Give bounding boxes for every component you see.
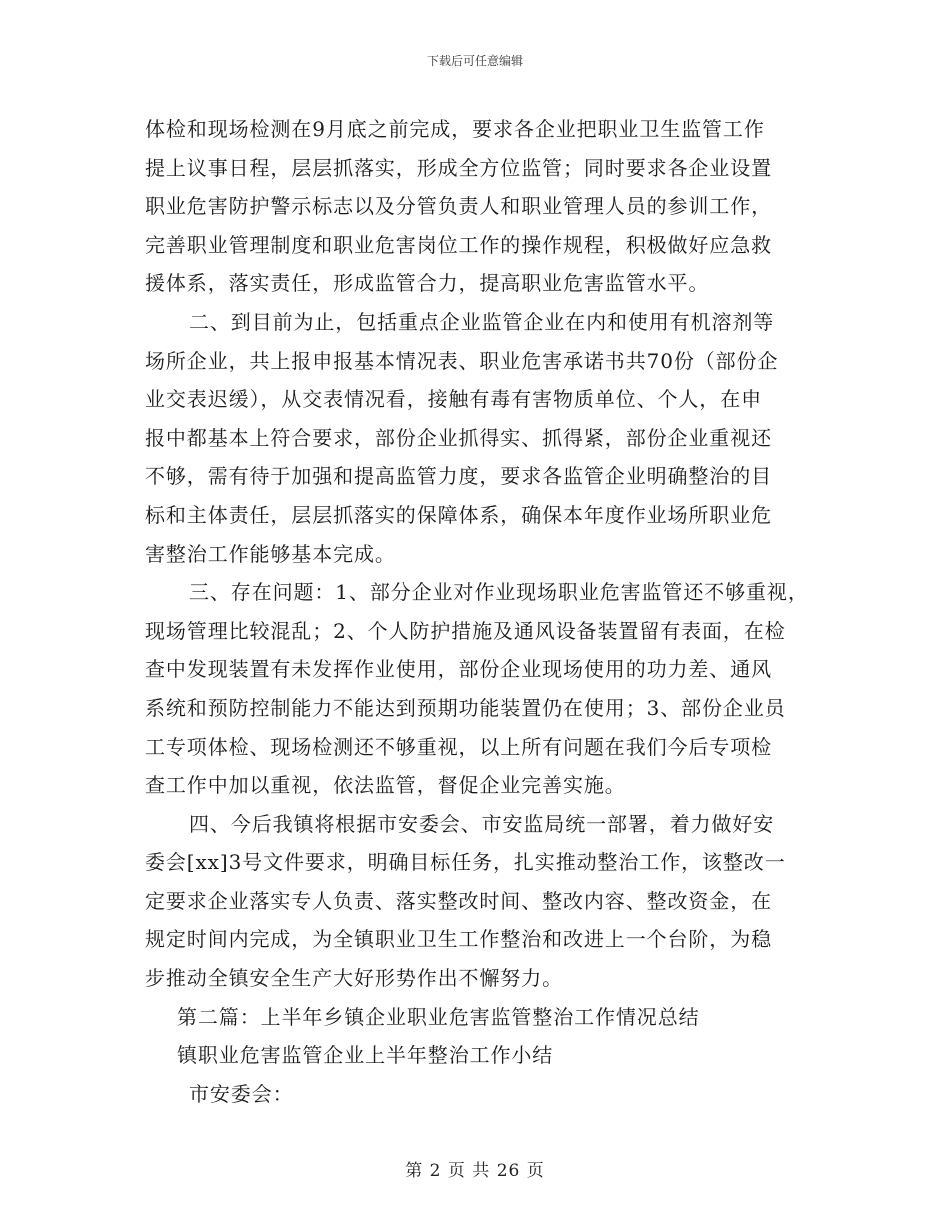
paragraph-start-line: 三、存在问题：1、部分企业对作业现场职业危害监管还不够重视，	[189, 580, 809, 605]
body-line: 标和主体责任，层层抓落实的保障体系，确保本年度作业场所职业危	[145, 502, 772, 527]
body-line: 体检和现场检测在9月底之前完成，要求各企业把职业卫生监管工作	[145, 117, 765, 141]
body-line: 害整治工作能够基本完成。	[145, 541, 396, 566]
body-line: 步推动全镇安全生产大好形势作出不懈努力。	[145, 966, 563, 991]
body-line: 查中发现装置有未发挥作业使用，部份企业现场使用的功力差、通风	[145, 657, 772, 682]
body-line: 援体系，落实责任，形成监管合力，提高职业危害监管水平。	[145, 271, 710, 296]
body-line: 报中都基本上符合要求，部份企业抓得实、抓得紧，部份企业重视还	[145, 425, 772, 450]
body-line: 现场管理比较混乱；2、个人防护措施及通风设备装置留有表面，在检	[145, 618, 786, 643]
body-line: 职业危害防护警示标志以及分管负责人和职业管理人员的参训工作，	[145, 194, 772, 219]
salutation: 市安委会：	[189, 1081, 294, 1106]
section-heading: 第二篇：上半年乡镇企业职业危害监管整治工作情况总结	[177, 1004, 700, 1029]
paragraph-start-line: 二、到目前为止，包括重点企业监管企业在内和使用有机溶剂等	[189, 309, 775, 334]
body-line: 工专项体检、现场检测还不够重视，以上所有问题在我们今后专项检	[145, 734, 772, 759]
page-footer: 第 2 页 共 26 页	[405, 1161, 545, 1181]
page-header: 下载后可任意编辑	[426, 54, 523, 68]
paragraph-start-line: 四、今后我镇将根据市安委会、市安监局统一部署，着力做好安	[189, 811, 775, 836]
section-subtitle: 镇职业危害监管企业上半年整治工作小结	[177, 1043, 554, 1068]
body-line: 规定时间内完成，为全镇职业卫生工作整治和改进上一个台阶，为稳	[145, 927, 772, 952]
document-body	[145, 110, 815, 1113]
body-line: 场所企业，共上报申报基本情况表、职业危害承诺书共70份（部份企	[145, 348, 779, 373]
body-line: 委会[xx]3号文件要求，明确目标任务，扎实推动整治工作，该整改一	[145, 850, 786, 875]
body-line: 定要求企业落实专人负责、落实整改时间、整改内容、整改资金，在	[145, 888, 772, 913]
body-line: 不够，需有待于加强和提高监管力度，要求各监管企业明确整治的目	[145, 464, 772, 489]
body-line: 业交表迟缓），从交表情况看，接触有毒有害物质单位、个人，在申	[145, 387, 762, 412]
body-line: 提上议事日程，层层抓落实，形成全方位监管；同时要求各企业设置	[145, 155, 772, 180]
body-line: 完善职业管理制度和职业危害岗位工作的操作规程，积极做好应急救	[145, 232, 772, 257]
body-line: 系统和预防控制能力不能达到预期功能装置仍在使用；3、部份企业员	[145, 695, 786, 720]
body-line: 查工作中加以重视，依法监管，督促企业完善实施。	[145, 773, 626, 798]
